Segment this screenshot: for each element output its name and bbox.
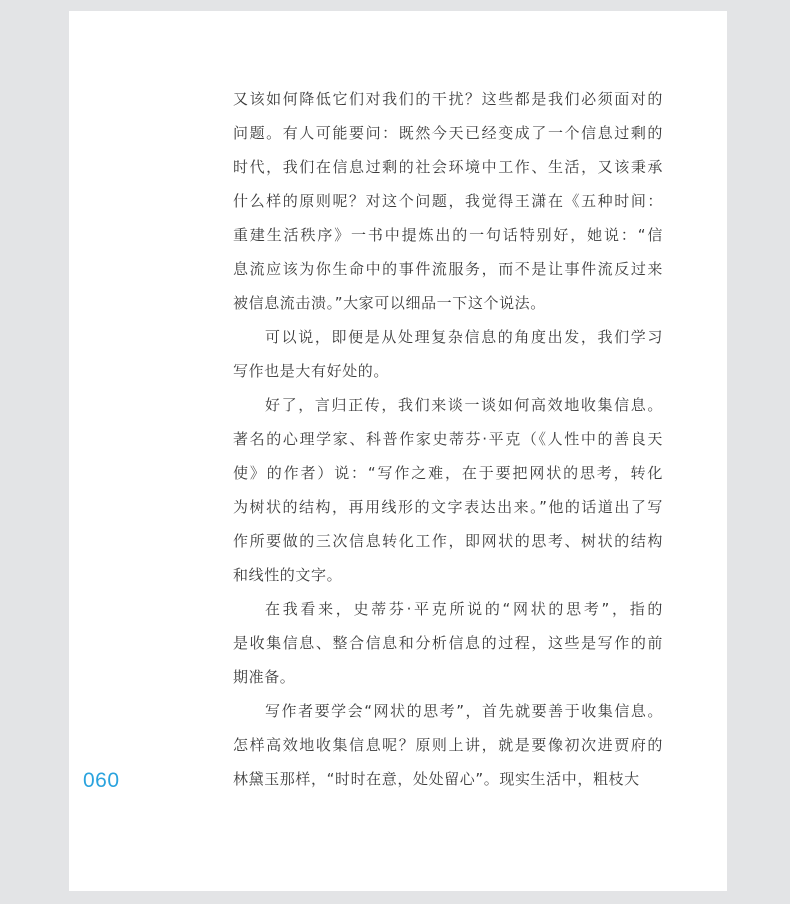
- page-number: 060: [83, 769, 120, 792]
- text-line: 写作也是大有好处的。: [233, 362, 390, 380]
- text-line: 和线性的文字。: [233, 566, 343, 584]
- text-line: 作所要做的三次信息转化工作，即网状的思考、树状的结构: [233, 532, 663, 550]
- text-line: 被信息流击溃。”大家可以细品一下这个说法。: [233, 294, 546, 312]
- text-line: 在我看来，史蒂芬·平克所说的“网状的思考”，指的: [265, 600, 663, 618]
- paragraph: [233, 699, 663, 801]
- body-text: [233, 87, 663, 801]
- text-line: 又该如何降低它们对我们的干扰？这些都是我们必须面对的: [233, 90, 663, 108]
- text-line: 使》的作者）说：“写作之难，在于要把网状的思考，转化: [233, 464, 663, 482]
- book-page: [69, 11, 727, 891]
- paragraph: [233, 597, 663, 699]
- text-line: 息流应该为你生命中的事件流服务，而不是让事件流反过来: [233, 260, 663, 278]
- text-line: 时代，我们在信息过剩的社会环境中工作、生活，又该秉承: [233, 158, 663, 176]
- text-line: 林黛玉那样，“时时在意，处处留心”。现实生活中，粗枝大: [233, 770, 640, 788]
- text-line: 什么样的原则呢？对这个问题，我觉得王潇在《五种时间：: [233, 192, 663, 210]
- text-line: 是收集信息、整合信息和分析信息的过程，这些是写作的前: [233, 634, 663, 652]
- text-line: 怎样高效地收集信息呢？原则上讲，就是要像初次进贾府的: [233, 736, 663, 754]
- text-line: 期准备。: [233, 668, 296, 686]
- paragraph: [233, 393, 663, 597]
- paragraph: [233, 325, 663, 393]
- text-line: 著名的心理学家、科普作家史蒂芬·平克（《人性中的善良天: [233, 430, 663, 448]
- text-line: 好了，言归正传，我们来谈一谈如何高效地收集信息。: [265, 396, 663, 414]
- text-line: 可以说，即便是从处理复杂信息的角度出发，我们学习: [265, 328, 663, 346]
- text-line: 写作者要学会“网状的思考”，首先就要善于收集信息。: [265, 702, 663, 720]
- text-line: 问题。有人可能要问：既然今天已经变成了一个信息过剩的: [233, 124, 663, 142]
- paragraph: [233, 87, 663, 325]
- text-line: 为树状的结构，再用线形的文字表达出来。”他的话道出了写: [233, 498, 663, 516]
- text-line: 重建生活秩序》一书中提炼出的一句话特别好，她说：“信: [233, 226, 663, 244]
